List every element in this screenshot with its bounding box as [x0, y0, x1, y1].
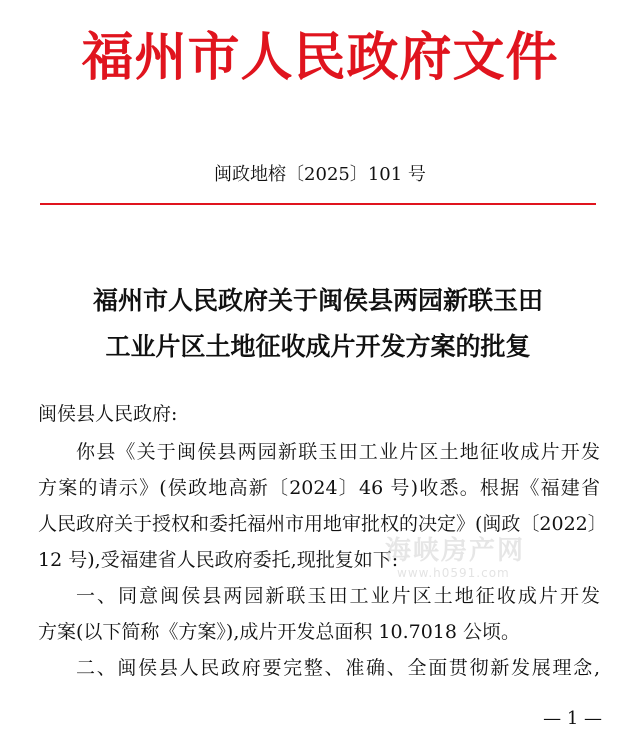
watermark-url-text: www.h0591.com — [397, 566, 510, 580]
document-title — [40, 278, 596, 370]
paragraph-line: 二、闽侯县人民政府要完整、准确、全面贯彻新发展理念, — [76, 657, 600, 679]
page-number: — 1 — — [543, 708, 602, 729]
recipient-line: 闽侯县人民政府: — [38, 403, 178, 425]
paragraph-1 — [38, 434, 607, 578]
masthead-title: 福州市人民政府文件 — [81, 27, 559, 88]
document-title-line-1: 福州市人民政府关于闽侯县两园新联玉田 — [92, 286, 543, 315]
paragraph-line: 方案(以下简称《方案》),成片开发总面积 10.7018 公顷。 — [38, 621, 521, 643]
paragraph-line: 你县《关于闽侯县两园新联玉田工业片区土地征收成片开发 — [76, 441, 600, 463]
paragraph-line: 一、同意闽侯县两园新联玉田工业片区土地征收成片开发 — [76, 585, 600, 607]
document-number: 闽政地榕〔2025〕101 号 — [214, 164, 426, 185]
paragraph-3 — [38, 650, 600, 686]
paragraph-2 — [38, 578, 600, 650]
red-separator-line — [40, 203, 596, 205]
document-title-line-2: 工业片区土地征收成片开发方案的批复 — [105, 332, 531, 361]
paragraph-line: 12 号),受福建省人民政府委托,现批复如下: — [38, 549, 399, 571]
document-body — [38, 434, 607, 686]
watermark-main-text: 海峡房产网 — [385, 536, 526, 566]
paragraph-line: 方案的请示》(侯政地高新〔2024〕46 号)收悉。根据《福建省 — [38, 477, 600, 499]
paragraph-line: 人民政府关于授权和委托福州市用地审批权的决定》(闽政〔2022〕 — [38, 513, 607, 535]
